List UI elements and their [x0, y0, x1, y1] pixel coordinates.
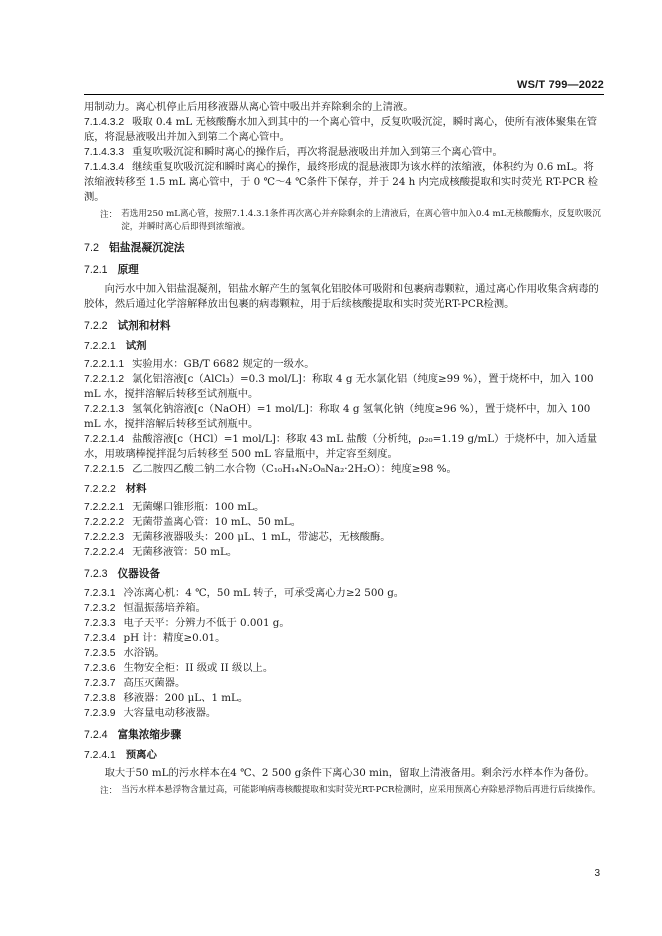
section-title: 仪器设备 [117, 568, 160, 580]
clause-7-2-2-2-1 [84, 500, 603, 515]
clause-text: 继续重复吹吸沉淀和瞬时离心的操作，最终形成的混悬液即为该水样的浓缩液，体积约为 0.6 mL。将浓缩液转移至 1.5 mL 离心管中，于 0 ℃～4 ℃条件下保存，并于 24 h 内完成核酸提取和实时荧光 RT-PCR 检测。 [84, 161, 599, 203]
clause-number: 7.2.2.1.4 [84, 434, 125, 445]
section-title: 预离心 [125, 750, 157, 761]
section-heading-7-2-2-1 [84, 339, 603, 354]
clause-number: 7.2.2.2.4 [84, 547, 125, 558]
clause-text: 无菌移液器吸头：200 μL、1 mL，带滤芯，无核酸酶。 [132, 531, 391, 543]
clause-7-2-3-8 [84, 691, 603, 706]
clause-7-2-2-1-2 [84, 372, 603, 402]
section-title: 铝盐混凝沉淀法 [109, 242, 185, 254]
section-heading-7-2-4 [84, 728, 603, 743]
clause-number: 7.2.3.2 [84, 603, 116, 614]
clause-number: 7.2.2.2.1 [84, 502, 125, 513]
section-number: 7.2.1 [84, 264, 108, 276]
clause-text: 吸取 0.4 mL 无核酸酶水加入到其中的一个离心管中，反复吹吸沉淀，瞬时离心，使所有液体聚集在管底，将混悬液吸出并加入到第二个离心管中。 [84, 116, 598, 143]
clause-7-2-2-1-4 [84, 432, 603, 462]
page-number: 3 [594, 868, 600, 879]
clause-number: 7.2.3.1 [84, 588, 116, 599]
clause-text: 电子天平：分辨力不低于 0.001 g。 [123, 617, 290, 629]
clause-7-2-2-1-5 [84, 462, 603, 477]
clause-7-2-2-1-3 [84, 402, 603, 432]
clause-text: 氯化铝溶液[c（AlCl₃）=0.3 mol/L]：称取 4 g 无水氯化铝（纯度≥99 %），置于烧杯中，加入 100 mL 水，搅拌溶解后转移至试剂瓶中。 [84, 373, 594, 400]
clause-7-2-3-6 [84, 661, 603, 676]
clause-text: 恒温振荡培养箱。 [123, 602, 206, 614]
section-heading-7-2-2 [84, 319, 603, 334]
clause-number: 7.1.4.3.3 [84, 147, 125, 158]
section-heading-7-2 [84, 241, 603, 256]
clause-7-1-4-3-3 [84, 145, 603, 160]
clause-number: 7.2.3.8 [84, 693, 116, 704]
clause-7-1-4-3-4 [84, 160, 603, 205]
clause-7-2-3-5 [84, 646, 603, 661]
clause-number: 7.2.3.5 [84, 648, 116, 659]
section-number: 7.2.4.1 [84, 750, 116, 761]
section-title: 试剂 [125, 341, 147, 352]
note-text: 若选用250 mL离心管，按照7.1.4.3.1条件再次离心并弃除剩余的上清液后，在离心管中加入0.4 mL无核酸酶水，反复吹吸沉淀，并瞬时离心后即得到浓缩液。 [121, 209, 601, 232]
clause-text: 生物安全柜：II 级或 II 级以上。 [123, 662, 274, 674]
clause-number: 7.1.4.3.4 [84, 162, 125, 173]
clause-number: 7.2.3.7 [84, 678, 116, 689]
section-heading-7-2-4-1 [84, 748, 603, 763]
clause-7-2-2-2-4 [84, 545, 603, 560]
clause-7-2-3-3 [84, 616, 603, 631]
clause-7-1-4-3-2 [84, 115, 603, 145]
clause-text: 大容量电动移液器。 [123, 707, 217, 719]
section-number: 7.2.2.1 [84, 341, 116, 352]
note-text: 当污水样本悬浮物含量过高，可能影响病毒核酸提取和实时荧光RT-PCR检测时，应采用预离心弃除悬浮物后再进行后续操作。 [121, 785, 601, 795]
note-label: 注： [100, 209, 118, 219]
clause-7-2-2-2-3 [84, 530, 603, 545]
clause-7-2-3-9 [84, 706, 603, 721]
paragraph: 向污水中加入铝盐混凝剂，铝盐水解产生的氢氧化铝胶体可吸附和包裹病毒颗粒，通过离心作用收集含病毒的胶体，然后通过化学溶解释放出包裹的病毒颗粒，用于后续核酸提取和实时荧光RT-PCR检测。 [84, 283, 599, 310]
clause-number: 7.1.4.3.2 [84, 117, 125, 128]
clause-7-2-2-1-1 [84, 357, 603, 372]
clause-text: 重复吹吸沉淀和瞬时离心的操作后，再次将混悬液吸出并加入到第三个离心管中。 [132, 146, 503, 158]
clause-number: 7.2.2.1.5 [84, 464, 125, 475]
clause-text: 移液器：200 μL、1 mL。 [123, 692, 249, 704]
clause-number: 7.2.3.3 [84, 618, 116, 629]
clause-number: 7.2.3.9 [84, 708, 116, 719]
clause-number: 7.2.3.6 [84, 663, 116, 674]
clause-number: 7.2.2.1.2 [84, 374, 125, 385]
paragraph: 用制动力。离心机停止后用移液器从离心管中吸出并弃除剩余的上清液。 [84, 101, 414, 113]
section-title: 材料 [125, 484, 147, 495]
clause-text: 高压灭菌器。 [123, 677, 186, 689]
section-heading-7-2-2-2 [84, 482, 603, 497]
section-title: 富集浓缩步骤 [117, 729, 182, 741]
clause-text: 冷冻离心机：4 ℃，50 mL 转子，可承受离心力≥2 500 g。 [123, 587, 405, 599]
page-body [84, 100, 603, 800]
section-number: 7.2.2 [84, 320, 108, 332]
clause-text: 水浴锅。 [123, 647, 165, 659]
clause-text: 实验用水：GB/T 6682 规定的一级水。 [132, 358, 315, 370]
section-heading-7-2-3 [84, 567, 603, 582]
clause-text: 盐酸溶液[c（HCl）=1 mol/L]：移取 43 mL 盐酸（分析纯，ρ₂₀=1.19 g/mL）于烧杯中，加入适量水，用玻璃棒搅拌混匀后转移至 500 mL 容量瓶中，并定容至刻度。 [84, 433, 598, 460]
header-rule [84, 94, 604, 95]
note-label: 注： [100, 785, 118, 795]
clause-7-2-3-4 [84, 631, 603, 646]
clause-number: 7.2.2.2.2 [84, 517, 125, 528]
section-title: 原理 [117, 264, 139, 276]
clause-7-2-3-1 [84, 586, 603, 601]
section-title: 试剂和材料 [117, 320, 171, 332]
clause-text: 无菌带盖离心管：10 mL、50 mL。 [132, 516, 302, 528]
clause-number: 7.2.3.4 [84, 633, 116, 644]
clause-7-2-3-7 [84, 676, 603, 691]
paragraph: 取大于50 mL的污水样本在4 ℃、2 500 g条件下离心30 min，留取上清液备用。剩余污水样本作为备份。 [104, 767, 595, 779]
standard-code: WS/T 799—2022 [517, 79, 604, 91]
clause-text: 乙二胺四乙酸二钠二水合物（C₁₀H₁₄N₂O₈Na₂·2H₂O）：纯度≥98 %。 [132, 463, 457, 475]
section-number: 7.2.2.2 [84, 484, 116, 495]
note [84, 208, 603, 233]
clause-text: 无菌螺口锥形瓶：100 mL。 [132, 501, 265, 513]
section-number: 7.2.4 [84, 729, 108, 741]
note [84, 784, 603, 797]
clause-number: 7.2.2.1.1 [84, 359, 125, 370]
clause-number: 7.2.2.2.3 [84, 532, 125, 543]
clause-text: 无菌移液管：50 mL。 [132, 546, 238, 558]
clause-7-2-3-2 [84, 601, 603, 616]
section-heading-7-2-1 [84, 263, 603, 278]
section-number: 7.2.3 [84, 568, 108, 580]
clause-text: pH 计：精度≥0.01。 [123, 632, 226, 644]
section-number: 7.2 [84, 242, 100, 254]
clause-7-2-2-2-2 [84, 515, 603, 530]
clause-text: 氢氧化钠溶液[c（NaOH）=1 mol/L]：称取 4 g 氢氧化钠（纯度≥96 %），置于烧杯中，加入 100 mL 水，搅拌溶解后转移至试剂瓶中。 [84, 403, 591, 430]
clause-number: 7.2.2.1.3 [84, 404, 125, 415]
